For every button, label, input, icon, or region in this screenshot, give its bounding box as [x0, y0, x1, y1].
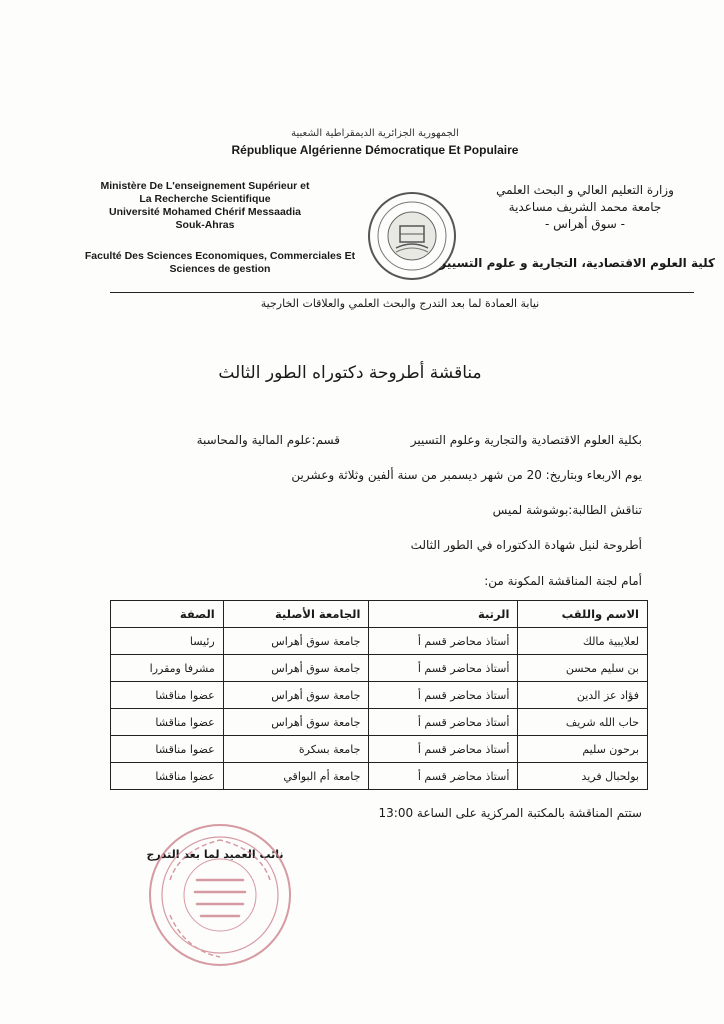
page-title: مناقشة أطروحة دكتوراه الطور الثالث	[218, 363, 482, 383]
cell-university: جامعة سوق أهراس	[223, 709, 369, 736]
city-arabic: - سوق أهراس -	[545, 217, 625, 231]
faculty-line: بكلية العلوم الاقتصادية والتجارية وعلوم التسيير	[410, 433, 642, 447]
jury-intro-line: أمام لجنة المناقشة المكونة من:	[484, 574, 642, 588]
cell-university: جامعة سوق أهراس	[223, 628, 369, 655]
table-row	[111, 682, 648, 709]
table-row	[111, 628, 648, 655]
republic-french: République Algérienne Démocratique Et Populaire	[231, 143, 519, 157]
cell-name: برحون سليم	[518, 736, 648, 763]
cell-role: عضوا مناقشا	[111, 682, 224, 709]
cell-rank: أستاذ محاضر قسم أ	[369, 682, 518, 709]
cell-role: عضوا مناقشا	[111, 736, 224, 763]
header-divider	[110, 292, 694, 293]
signature-title: نائب العميد لما بعد التدرج	[146, 848, 284, 861]
ministry-arabic-block	[460, 182, 710, 233]
ministry-line-2: La Recherche Scientifique	[139, 193, 271, 205]
cell-role: عضوا مناقشا	[111, 709, 224, 736]
cell-rank: أستاذ محاضر قسم أ	[369, 763, 518, 790]
official-stamp-icon	[145, 820, 295, 970]
table-row	[111, 736, 648, 763]
cell-university: جامعة سوق أهراس	[223, 655, 369, 682]
cell-university: جامعة سوق أهراس	[223, 682, 369, 709]
ministry-french-block	[60, 180, 350, 232]
faculty-arabic: كلية العلوم الاقتصادية، التجارية و علوم التسيير	[439, 256, 715, 270]
faculty-french	[60, 250, 380, 276]
cell-name: بن سليم محسن	[518, 655, 648, 682]
university-arabic: جامعة محمد الشريف مساعدية	[508, 200, 662, 214]
header-name: الاسم واللقب	[518, 601, 648, 628]
cell-name: لعلايبية مالك	[518, 628, 648, 655]
thesis-line: أطروحة لنيل شهادة الدكتوراه في الطور الثالث	[410, 538, 642, 552]
student-line: تناقش الطالبة:بوشوشة لميس	[492, 503, 642, 517]
header-university: الجامعة الأصلية	[223, 601, 369, 628]
cell-rank: أستاذ محاضر قسم أ	[369, 628, 518, 655]
dean-office-arabic: نيابة العمادة لما بعد التدرج والبحث العلمي والعلاقات الخارجية	[260, 297, 540, 310]
header-role: الصفة	[111, 601, 224, 628]
cell-role: عضوا مناقشا	[111, 763, 224, 790]
cell-rank: أستاذ محاضر قسم أ	[369, 736, 518, 763]
cell-name: فؤاد عز الدين	[518, 682, 648, 709]
table-row	[111, 763, 648, 790]
university-french: Université Mohamed Chérif Messaadia	[109, 206, 301, 218]
cell-role: رئيسا	[111, 628, 224, 655]
table-header-row	[111, 601, 648, 628]
venue-line: ستتم المناقشة بالمكتبة المركزية على الساعة 13:00	[378, 806, 642, 820]
department-line: قسم:علوم المالية والمحاسبة	[196, 433, 340, 447]
republic-arabic: الجمهورية الجزائرية الديمقراطية الشعبية	[291, 128, 459, 139]
ministry-arabic: وزارة التعليم العالي و البحث العلمي	[496, 183, 674, 197]
ministry-line-1: Ministère De L'enseignement Supérieur et	[100, 180, 310, 192]
faculty-french-line-2: Sciences de gestion	[169, 263, 271, 275]
cell-university: جامعة بسكرة	[223, 736, 369, 763]
cell-rank: أستاذ محاضر قسم أ	[369, 709, 518, 736]
cell-university: جامعة أم البواقي	[223, 763, 369, 790]
cell-rank: أستاذ محاضر قسم أ	[369, 655, 518, 682]
table-row	[111, 709, 648, 736]
header-rank: الرتبة	[369, 601, 518, 628]
cell-name: بولحبال فريد	[518, 763, 648, 790]
cell-role: مشرفا ومقررا	[111, 655, 224, 682]
city-french: Souk-Ahras	[175, 219, 235, 231]
cell-name: حاب الله شريف	[518, 709, 648, 736]
faculty-french-line-1: Faculté Des Sciences Economiques, Commerciales Et	[84, 250, 356, 262]
date-line: يوم الاربعاء وبتاريخ: 20 من شهر ديسمبر من سنة ألفين وثلاثة وعشرين	[291, 468, 642, 482]
jury-table	[110, 600, 648, 790]
table-row	[111, 655, 648, 682]
